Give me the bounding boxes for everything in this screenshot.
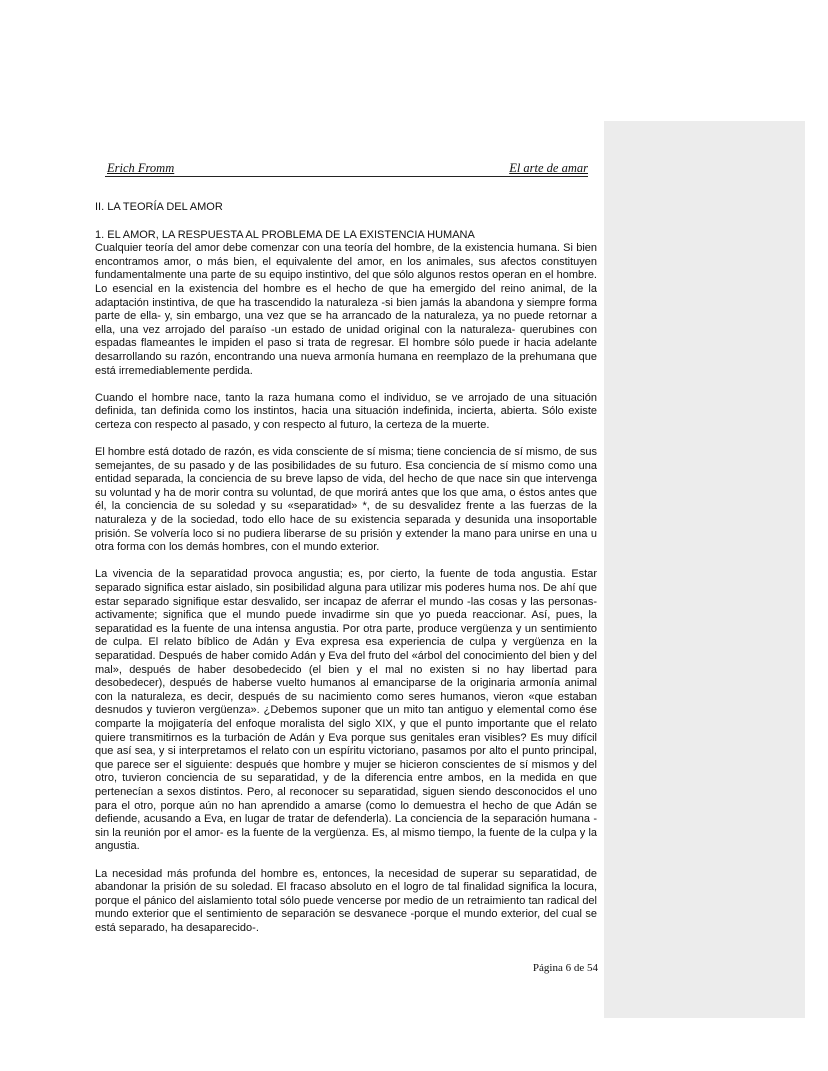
document-body [95,201,597,935]
paragraph: El hombre está dotado de razón, es vida consciente de sí misma; tiene conciencia de sí mismo, de sus semejantes, de su pasado y de las posibilidades de su futuro. Esa conciencia de sí mismo como una entidad separada, la conciencia de su breve lapso de vida, del hecho de que nace sin que intervenga su voluntad y ha de morir contra su voluntad, de que morirá antes que los que ama, o éstos antes que él, la conciencia de su soledad y su «separatidad» *, de su desvalidez frente a las fuerzas de la naturaleza y de la sociedad, todo ello hace de su existencia separada y desunida una insoportable prisión. Se volvería loco si no pudiera liberarse de su prisión y extender la mano para unirse en una u otra forma con los demás hombres, con el mundo exterior. [95,446,597,554]
header-author: Erich Fromm [107,161,175,175]
page-number: Página 6 de 54 [532,962,598,974]
paragraph: Cualquier teoría del amor debe comenzar con una teoría del hombre, de la existencia humana. Si bien encontramos amor, o más bien, el equivalente del amor, en los animales, sus afectos constituyen fundamentalmente una parte de su equipo instintivo, del que sólo algunos restos operan en el hombre. Lo esencial en la existencia del hombre es el hecho de que ha emergido del reino animal, de la adaptación instintiva, de que ha trascendido la naturaleza -si bien jamás la abandona y siempre forma parte de ella- y, sin embargo, una vez que se ha arrancado de la naturaleza, ya no puede retornar a ella, una vez arrojado del paraíso -un estado de unidad original con la naturaleza- querubines con espadas flameantes le impiden el paso si trata de regresar. El hombre sólo puede ir hacia adelante desarrollando su razón, encontrando una nueva armonía humana en reemplazo de la prehumana que está irremediablemente perdida. [95,242,597,377]
paragraph: La vivencia de la separatidad provoca angustia; es, por cierto, la fuente de toda angustia. Estar separado significa estar aislado, sin posibilidad alguna para utilizar mis poderes huma nos. De ahí que estar separado signifique estar desvalido, ser incapaz de aferrar el mundo -las cosas y las personas- activamente; significa que el mundo puede invadirme sin que yo pueda reaccionar. Así, pues, la separatidad es la fuente de una intensa angustia. Por otra parte, produce vergüenza y un sentimiento de culpa. El relato bíblico de Adán y Eva expresa esa experiencia de culpa y vergüenza en la separatidad. Después de haber comido Adán y Eva del fruto del «árbol del conocimiento del bien y del mal», después de haber desobedecido (el bien y el mal no existen si no hay libertad para desobedecer), después de haberse vuelto humanos al emanciparse de la originaria armonía animal con la naturaleza, es decir, después de su nacimiento como seres humanos, vieron «que estaban desnudos y tuvieron vergüenza». ¿Debemos suponer que un mito tan antiguo y elemental como ése comparte la mojigatería del enfoque moralista del siglo XIX, y que el punto importante que el relato quiere transmitirnos es la turbación de Adán y Eva porque sus genitales eran visibles? Es muy difícil que así sea, y si interpretamos el relato con un espíritu victoriano, pasamos por alto el punto principal, que parece ser el siguiente: después que hombre y mujer se hicieron conscientes de sí mismos y del otro, tuvieron conciencia de su separatidad, y de la diferencia entre ambos, en la medida en que pertenecían a sexos distintos. Pero, al reconocer su separatidad, siguen siendo desconocidos el uno para el otro, porque aún no han aprendido a amarse (como lo demuestra el hecho de que Adán se defiende, acusando a Eva, en lugar de tratar de defenderla). La conciencia de la separación humana -sin la reunión por el amor- es la fuente de la vergüenza. Es, al mismo tiempo, la fuente de la culpa y la angustia. [95,568,597,853]
chapter-title: II. LA TEORÍA DEL AMOR [95,201,223,213]
page-header [105,161,588,177]
paragraph: La necesidad más profunda del hombre es, entonces, la necesidad de superar su separatidad, de abandonar la prisión de su soledad. El fracaso absoluto en el logro de tal finalidad significa la locura, porque el pánico del aislamiento total sólo puede vencerse por medio de un retraimiento tan radical del mundo exterior que el sentimiento de separación se desvanece -porque el mundo exterior, del cual se está separado, ha desaparecido-. [95,867,597,934]
paragraph: Cuando el hombre nace, tanto la raza humana como el individuo, se ve arrojado de una situación definida, tan definida como los instintos, hacia una situación indefinida, incierta, abierta. Sólo existe certeza con respecto al pasado, y con respecto al futuro, la certeza de la muerte. [95,391,597,431]
comment-pane [604,121,805,1018]
section-title: 1. EL AMOR, LA RESPUESTA AL PROBLEMA DE LA EXISTENCIA HUMANA [95,228,475,241]
header-book-title: El arte de amar [509,161,588,175]
